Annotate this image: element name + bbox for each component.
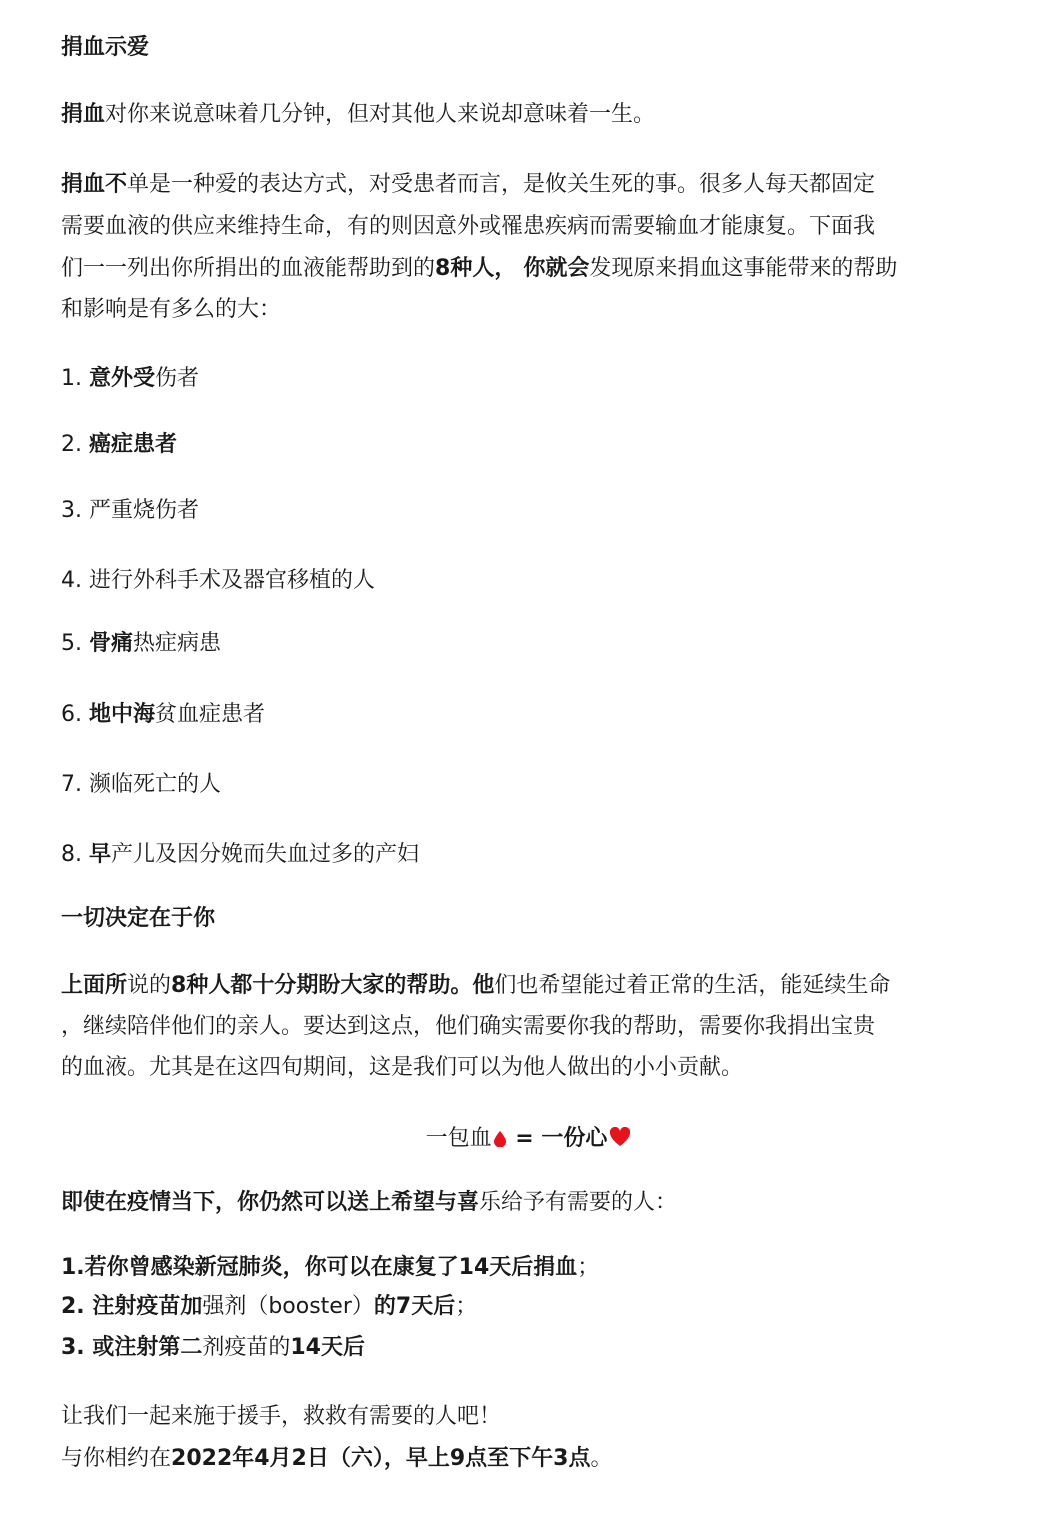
para1-l3-d: 你就会 xyxy=(523,256,590,281)
list-item-number: 6. xyxy=(61,702,89,727)
condition-mid: 强剂（booster） xyxy=(202,1294,374,1319)
title: 捐血示爱 xyxy=(61,35,150,60)
slogan-right: 一份心 xyxy=(541,1126,608,1151)
list-item xyxy=(61,694,1017,736)
condition-item xyxy=(61,1327,1017,1369)
condition-rest: ； xyxy=(455,1294,478,1319)
list-item-text: 贫血症患者 xyxy=(155,702,266,727)
list-item-bold: 意外受 xyxy=(88,366,155,391)
intro-rest: 对你来说意味着几分钟，但对其他人来说却意味着一生。 xyxy=(105,102,656,127)
closing-date-time: 2022年4月2日（六），早上9点至下午3点 xyxy=(171,1446,591,1471)
para1-line-4: 和影响是有多么的大： xyxy=(61,297,282,322)
list-item xyxy=(61,490,1017,532)
condition-bold: 3. 或注射第二 xyxy=(61,1335,203,1360)
list-item-number: 1. xyxy=(61,366,89,391)
list-item-number: 7. xyxy=(61,772,89,797)
list-item xyxy=(61,623,1017,665)
para2-l1-d: 们也希望能过着正常的生活，能延续生命 xyxy=(494,973,891,998)
para1-l3-b: 8种人， xyxy=(435,256,517,281)
list-item-text: 伤者 xyxy=(155,366,200,391)
para2-line-2: ，继续陪伴他们的亲人。要达到这点，他们确实需要你我的帮助，需要你我捐出宝贵 xyxy=(61,1014,876,1039)
list-item-text: 热症病患 xyxy=(133,631,222,656)
closing-l2-c: 。 xyxy=(590,1446,613,1471)
list-item-bold: 早 xyxy=(88,842,111,867)
slogan-eq: = xyxy=(507,1126,542,1151)
blood-drop-icon xyxy=(494,1131,506,1147)
list-item-text: 严重烧伤者 xyxy=(88,498,199,523)
list-item xyxy=(61,560,1017,602)
section-2-title: 一切决定在于你 xyxy=(61,906,216,931)
condition-bold-2: 14天后 xyxy=(290,1335,365,1360)
condition-bold: 2. 注射疫苗加 xyxy=(61,1294,203,1319)
para1-l3-a: 们一一列出你所捐出的血液能帮助到的 xyxy=(61,256,436,281)
closing-line-1: 让我们一起来施于援手，救救有需要的人吧！ xyxy=(61,1404,502,1429)
list-item-bold: 地中海 xyxy=(88,702,155,727)
list-item-number: 3. xyxy=(61,498,89,523)
list-item-number: 4. xyxy=(61,568,89,593)
list-item xyxy=(61,424,1017,466)
para2-l1-a: 上面所 xyxy=(61,973,128,998)
para2-line-3: 的血液。尤其是在这四旬期间，这是我们可以为他人做出的小小贡献。 xyxy=(61,1055,744,1080)
intro-bold: 捐血 xyxy=(61,102,106,127)
covid-intro-rest: 乐给予有需要的人： xyxy=(479,1190,678,1215)
para2-l1-c: 8种人都十分期盼大家的帮助。他 xyxy=(171,973,495,998)
para1-line-1 xyxy=(61,164,1017,206)
list-item xyxy=(61,764,1017,806)
intro-line xyxy=(61,94,1017,136)
condition-mid: 剂疫苗的 xyxy=(202,1335,291,1360)
list-item xyxy=(61,358,1017,400)
covid-intro xyxy=(61,1182,1017,1224)
list-item xyxy=(61,834,1017,876)
list-item-number: 2. xyxy=(61,432,89,457)
list-item-bold: 骨痛 xyxy=(88,631,133,656)
closing-l2-a: 与你相约在 xyxy=(61,1446,172,1471)
para1-bold: 捐血不 xyxy=(61,172,128,197)
para1-l1-rest: 单是一种爱的表达方式，对受患者而言，是攸关生死的事。很多人每天都固定 xyxy=(127,172,876,197)
covid-intro-bold: 即使在疫情当下，你仍然可以送上希望与喜 xyxy=(61,1190,480,1215)
condition-bold: 1.若你曾感染新冠肺炎，你可以在康复了14天后捐血 xyxy=(61,1255,578,1280)
list-item-number: 8. xyxy=(61,842,89,867)
list-item-text: 产儿及因分娩而失血过多的产妇 xyxy=(111,842,420,867)
para1-line-3 xyxy=(61,248,1017,290)
para1-l3-e: 发现原来捐血这事能带来的帮助 xyxy=(589,256,898,281)
closing-line-2 xyxy=(61,1438,1017,1480)
list-item-number: 5. xyxy=(61,631,89,656)
condition-item xyxy=(61,1286,1017,1328)
para1-line-2: 需要血液的供应来维持生命，有的则因意外或罹患疾病而需要输血才能康复。下面我 xyxy=(61,214,876,239)
para2-l1-b: 说的 xyxy=(127,973,172,998)
list-item-text: 进行外科手术及器官移植的人 xyxy=(88,568,375,593)
condition-rest: ； xyxy=(577,1255,600,1280)
condition-bold-2: 的7天后 xyxy=(373,1294,456,1319)
heart-icon xyxy=(609,1127,631,1147)
slogan xyxy=(0,1118,1057,1160)
para2-line-1 xyxy=(61,965,1017,1007)
slogan-left: 一包血 xyxy=(425,1126,492,1151)
list-item-text: 濒临死亡的人 xyxy=(88,772,221,797)
condition-item xyxy=(61,1247,1017,1289)
list-item-bold: 癌症患者 xyxy=(88,432,177,457)
